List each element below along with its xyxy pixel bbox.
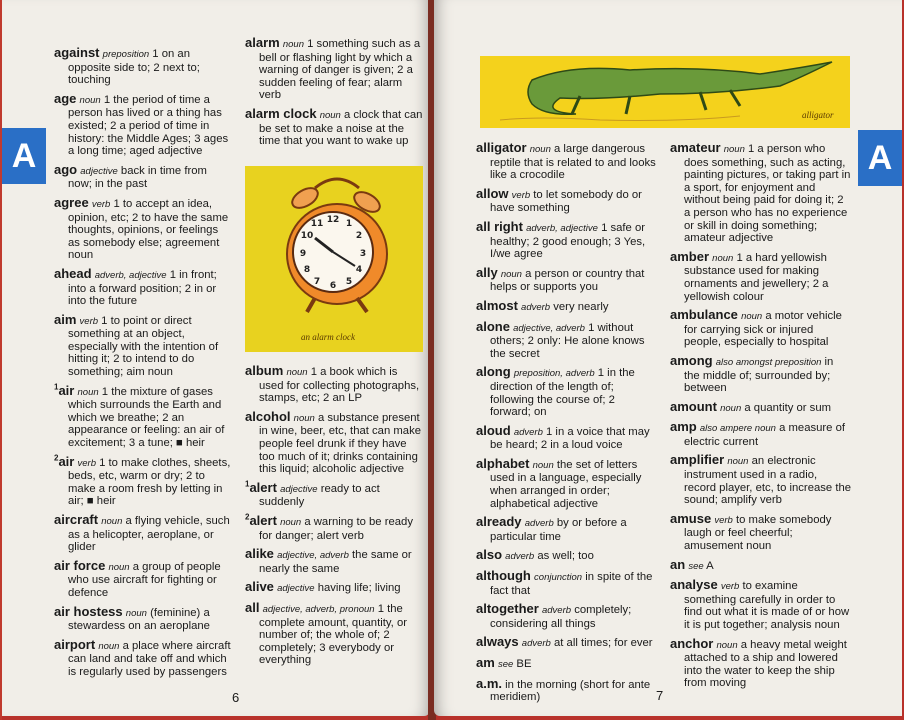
entry-definition: to examine something carefully in order to find out what it is made of or how it is put together; analysis noun (684, 580, 850, 631)
entry-definition: 1 the period of time a person has lived or a thing has existed; 2 a period of time in history: the Middle Ages; 3 ages a long time; aged adjective (68, 93, 229, 158)
entry-headword (476, 514, 522, 529)
entry-definition: 1 the complete amount, quantity, or number of; the whole of; 2 completely; 3 everybody or everything (259, 602, 407, 667)
entry-definition: (feminine) a stewardess on an aeroplane (68, 606, 210, 633)
headword-text: alone (476, 318, 510, 334)
letter-tab-right: A (858, 130, 902, 186)
entry-definition: 1 the mixture of gases which surrounds the Earth and which we breathe; 2 an appearance or feeling: an air of excitement; 3 a tune; ■ heir (68, 385, 225, 450)
entry-headword (54, 383, 74, 398)
headword-text: anchor (670, 635, 714, 651)
dictionary-entry (670, 421, 852, 448)
headword-text: ally (476, 264, 498, 280)
entry-headword (54, 312, 76, 327)
part-of-speech: noun (529, 144, 551, 155)
entry-headword (476, 298, 518, 313)
headword-text: amplifier (670, 452, 725, 468)
headword-text: air force (54, 557, 106, 573)
part-of-speech: adverb (521, 301, 551, 313)
dictionary-entry (54, 47, 232, 87)
headword-text: alphabet (476, 455, 530, 471)
headword-text: altogether (476, 601, 539, 617)
entry-headword (476, 676, 502, 691)
entry-headword (54, 512, 98, 527)
dictionary-entry (670, 398, 852, 416)
entry-definition: ready to act suddenly (259, 482, 380, 509)
entry-definition: a place where aircraft can land and take off and which is regularly used by passengers (68, 639, 231, 678)
entry-headword (54, 558, 105, 573)
part-of-speech: noun (716, 639, 738, 651)
part-of-speech: preposition, adverb (513, 368, 595, 380)
entry-headword (670, 307, 738, 322)
headword-text: alike (245, 546, 274, 562)
dictionary-entry (54, 265, 232, 308)
alligator-illustration (480, 56, 850, 128)
entry-headword (670, 353, 713, 368)
dictionary-entry (54, 194, 232, 262)
entry-headword (245, 480, 277, 495)
part-of-speech: noun (79, 94, 101, 106)
headword-text: am (476, 655, 495, 670)
entry-headword (476, 364, 511, 379)
entry-headword (476, 547, 502, 562)
headword-text: amateur (670, 140, 721, 155)
headword-text: a.m. (476, 675, 503, 691)
entry-definition: 1 safe or healthy; 2 good enough; 3 Yes, I/we agree (490, 221, 646, 261)
entry-headword (670, 577, 718, 592)
headword-text: analyse (670, 577, 718, 593)
headword-text: ahead (54, 265, 92, 281)
alarm-clock-illustration (245, 166, 423, 352)
entry-headword (476, 601, 539, 616)
part-of-speech: noun (293, 412, 315, 424)
dictionary-entry (54, 603, 232, 633)
dictionary-entry (54, 636, 232, 679)
entry-headword (670, 140, 721, 155)
entry-headword (476, 219, 523, 234)
entry-headword (54, 454, 74, 469)
dictionary-entry (476, 422, 658, 452)
dictionary-entry (670, 142, 852, 245)
entry-headword (54, 637, 95, 652)
part-of-speech: noun (532, 459, 554, 471)
headword-text: amber (670, 248, 710, 264)
left-page (2, 0, 430, 716)
entry-definition: very nearly (553, 300, 609, 313)
dictionary-entry (476, 455, 658, 510)
dictionary-entry (670, 248, 852, 303)
entry-definition: in the middle of; surrounded by; between (684, 355, 834, 395)
headword-text: ago (54, 161, 78, 177)
dictionary-entry (476, 264, 658, 294)
part-of-speech: adverb, adjective (94, 269, 167, 281)
entry-headword (245, 546, 274, 561)
dictionary-entry (54, 90, 232, 158)
column-4 (670, 142, 852, 696)
entry-definition: a large dangerous reptile that is related to and looks like a crocodile (490, 143, 656, 182)
entry-definition: 1 without others; 2 only: He alone knows the secret (490, 321, 645, 360)
entry-headword (476, 265, 498, 280)
svg-text:8: 8 (303, 265, 311, 275)
headword-text: amuse (670, 510, 712, 526)
entry-headword (245, 600, 259, 615)
entry-headword (245, 35, 280, 50)
entry-definition: a measure of electric current (684, 422, 846, 448)
homograph-number: 2 (54, 453, 59, 463)
entry-definition: 1 to accept an idea, opinion, etc; 2 to have the same thoughts, opinions, or feelings as somebody else; agreement noun (68, 197, 229, 262)
headword-text: aim (54, 311, 77, 327)
dictionary-entry (476, 297, 658, 315)
homograph-number: 2 (245, 512, 250, 522)
svg-text:7: 7 (313, 277, 321, 287)
entry-definition: a heavy metal weight attached to a ship and lowered into the water to keep the ship from moving (684, 638, 847, 690)
dictionary-entry (245, 479, 423, 509)
part-of-speech: also amongst preposition (715, 356, 822, 368)
headword-text: amp (670, 419, 697, 435)
dictionary-entry (476, 366, 658, 418)
dictionary-entry (245, 581, 423, 596)
dictionary-entry (670, 309, 852, 349)
part-of-speech: adjective (80, 165, 118, 177)
dictionary-entry (245, 37, 423, 102)
headword-text: agree (54, 194, 89, 210)
entry-definition: to let somebody do or have something (490, 188, 642, 215)
part-of-speech: noun (77, 386, 99, 398)
entry-definition: a group of people who use aircraft for fighting or defence (68, 560, 221, 599)
part-of-speech: adverb (505, 551, 535, 563)
part-of-speech: noun (282, 39, 304, 50)
entry-headword (245, 409, 291, 424)
part-of-speech: noun (280, 516, 302, 528)
page-number-left: 6 (232, 690, 240, 705)
page-number-right: 7 (656, 688, 664, 703)
part-of-speech: noun (741, 311, 763, 323)
dictionary-entry (54, 557, 232, 600)
headword-text: always (476, 634, 519, 650)
headword-text: alert (249, 479, 277, 495)
headword-text: age (54, 90, 77, 106)
dictionary-entry (245, 548, 423, 575)
headword-text: among (670, 352, 713, 368)
homograph-number: 1 (54, 382, 59, 392)
entry-headword (54, 91, 76, 106)
headword-text: along (476, 364, 511, 380)
entry-headword (54, 604, 123, 619)
part-of-speech: adjective (280, 483, 318, 495)
part-of-speech: adjective, adverb, pronoun (262, 603, 375, 615)
entry-headword (476, 186, 509, 201)
entry-definition: 1 something such as a bell or flashing light by which a warning of danger is given; 2 a sudden feeling of fear; alarm verb (259, 38, 421, 102)
dictionary-entry (54, 453, 232, 508)
part-of-speech: noun (500, 268, 522, 280)
entry-definition: back in time from now; in the past (68, 164, 207, 191)
entry-headword (476, 456, 529, 471)
entry-definition: the same or nearly the same (259, 549, 412, 575)
part-of-speech: adjective, adverb (277, 550, 349, 562)
entry-headword (245, 106, 317, 121)
part-of-speech: preposition (102, 49, 150, 60)
headword-text: although (476, 568, 531, 584)
entry-headword (670, 636, 713, 651)
entry-headword (670, 557, 685, 572)
entry-headword (54, 266, 92, 281)
part-of-speech: noun (286, 367, 308, 378)
part-of-speech: noun (108, 561, 130, 573)
part-of-speech: verb (714, 514, 733, 526)
part-of-speech: verb (720, 581, 740, 593)
letter-tab-left: A (2, 128, 46, 184)
headword-text: amount (670, 398, 717, 414)
svg-text:10: 10 (300, 231, 314, 241)
homograph-number: 1 (245, 479, 250, 489)
entry-definition: by or before a particular time (490, 517, 627, 543)
entry-definition: as well; too (537, 550, 594, 563)
entry-headword (54, 195, 89, 210)
part-of-speech: verb (511, 189, 531, 201)
dictionary-entry (670, 579, 852, 631)
dictionary-entry (476, 603, 658, 630)
part-of-speech: adverb (521, 638, 551, 650)
svg-text:12: 12 (326, 215, 340, 225)
dictionary-entry (476, 218, 658, 261)
entry-headword (670, 249, 709, 264)
part-of-speech: adverb, adjective (526, 222, 598, 234)
entry-definition: 1 a person who does something, such as acting, painting pictures, or taking part in a sport, for enjoyment and without being paid for doing it; 2 a person who has no experience or skill in doing something; amateur adjective (684, 143, 851, 245)
entry-definition: a warning to be ready for danger; alert verb (259, 515, 413, 542)
part-of-speech: see (688, 560, 704, 572)
part-of-speech: adverb (524, 518, 554, 530)
part-of-speech: noun (720, 402, 742, 414)
dictionary-entry (670, 635, 852, 690)
dictionary-entry (245, 365, 423, 405)
headword-text: alarm clock (245, 105, 317, 121)
part-of-speech: see (497, 659, 514, 670)
dictionary-entry (670, 454, 852, 506)
svg-text:6: 6 (329, 281, 337, 291)
part-of-speech: noun (98, 640, 120, 652)
entry-definition: 1 in the direction of the length of; following the course of; 2 forward; on (490, 367, 635, 419)
headword-text: air (58, 382, 75, 398)
entry-headword (245, 513, 277, 528)
entry-headword (476, 568, 531, 583)
dictionary-entry (54, 311, 232, 379)
headword-text: ambulance (670, 307, 738, 323)
clock-caption: an alarm clock (301, 332, 355, 342)
entry-headword (476, 423, 511, 438)
entry-definition: to make somebody laugh or feel cheerful; amusement noun (684, 513, 832, 553)
entry-definition: completely; considering all things (490, 604, 632, 630)
entry-definition: having life; living (317, 582, 401, 595)
svg-text:4: 4 (355, 265, 363, 275)
dictionary-entry (476, 549, 658, 564)
part-of-speech: verb (91, 198, 111, 210)
entry-headword (670, 452, 724, 467)
entry-definition: in the morning (short for ante meridiem) (490, 678, 651, 704)
entry-headword (245, 579, 274, 594)
part-of-speech: also ampere noun (699, 423, 776, 435)
dictionary-entry (54, 382, 232, 450)
alligator-caption: alligator (802, 110, 834, 120)
dictionary-entry (54, 161, 232, 191)
part-of-speech: noun (727, 456, 749, 468)
entry-definition: a quantity or sum (744, 401, 832, 414)
entry-headword (476, 140, 527, 155)
svg-text:3: 3 (359, 249, 367, 259)
entry-headword (476, 319, 510, 334)
headword-text: allow (476, 185, 509, 201)
entry-definition: 1 in a voice that may be heard; 2 in a loud voice (490, 425, 650, 452)
entry-headword (54, 45, 100, 60)
headword-text: also (476, 547, 503, 563)
entry-definition: in spite of the fact that (490, 571, 653, 597)
headword-text: an (670, 556, 686, 572)
column-1 (54, 47, 232, 685)
headword-text: aircraft (54, 512, 99, 527)
headword-text: aloud (476, 422, 511, 438)
part-of-speech: adjective, adverb (513, 322, 585, 334)
headword-text: almost (476, 297, 518, 313)
headword-text: alarm (245, 35, 280, 50)
entry-headword (670, 419, 697, 434)
dictionary-entry (476, 657, 658, 672)
dictionary-entry (670, 352, 852, 395)
part-of-speech: noun (712, 252, 734, 264)
part-of-speech: noun (723, 144, 745, 155)
entry-definition: a motor vehicle for carrying sick or injured people, especially to hospital (684, 310, 842, 349)
svg-text:5: 5 (345, 277, 353, 287)
entry-definition: 1 a book which is used for collecting photographs, stamps, etc; 2 an LP (259, 366, 420, 405)
part-of-speech: noun (125, 607, 147, 619)
part-of-speech: noun (319, 109, 341, 121)
headword-text: airport (54, 636, 96, 652)
dictionary-entry (245, 512, 423, 542)
dictionary-entry (476, 516, 658, 543)
headword-text: alive (245, 579, 274, 595)
headword-text: alert (249, 512, 277, 528)
part-of-speech: verb (79, 315, 99, 327)
entry-headword (670, 399, 717, 414)
entry-definition: 1 in front; into a forward position; 2 in or into the future (68, 268, 217, 308)
entry-definition: a flying vehicle, such as a helicopter, aeroplane, or glider (68, 515, 230, 554)
entry-definition: 1 to point or direct something at an object, especially with the intention of hitting it; 2 to intend to do something; aim noun (68, 314, 219, 379)
dictionary-entry (476, 318, 658, 361)
dictionary-entry (476, 142, 658, 182)
entry-definition: a person or country that helps or supports you (490, 267, 645, 294)
entry-definition: 1 a hard yellowish substance used for making ornaments and jewellery; 2 a yellowish colour (684, 251, 829, 303)
entry-definition: A (706, 559, 714, 572)
headword-text: alligator (476, 140, 527, 155)
headword-text: against (54, 45, 100, 60)
entry-headword (245, 363, 283, 378)
dictionary-entry (245, 599, 423, 667)
entry-headword (476, 634, 519, 649)
headword-text: already (476, 514, 522, 530)
dictionary-entry (670, 510, 852, 553)
headword-text: all (245, 599, 260, 615)
svg-text:2: 2 (355, 231, 363, 241)
svg-text:9: 9 (299, 249, 307, 259)
dictionary-entry (245, 408, 423, 476)
entry-definition: at all times; for ever (554, 637, 653, 650)
entry-definition: 1 to make clothes, sheets, beds, etc, warm or dry; 2 to make a room fresh by letting in air; ■ heir (68, 456, 231, 508)
svg-text:11: 11 (310, 219, 324, 229)
part-of-speech: verb (77, 457, 96, 469)
dictionary-entry (476, 675, 658, 704)
entry-definition: a clock that can be set to make a noise at the time that you want to wake up (259, 108, 423, 148)
entry-definition: a substance present in wine, beer, etc, that can make people feel drunk if they have too much of it; drinks containing this liquid; alcoholic adjective (259, 411, 422, 476)
column-2-top (245, 37, 423, 154)
dictionary-entry (476, 185, 658, 215)
dictionary-entry (476, 636, 658, 651)
part-of-speech: adverb (541, 605, 572, 617)
column-2-bottom (245, 365, 423, 673)
part-of-speech: adjective (277, 583, 315, 595)
svg-text:1: 1 (345, 219, 353, 229)
entry-headword (476, 655, 495, 670)
headword-text: air hostess (54, 603, 123, 619)
part-of-speech: adverb (513, 426, 543, 438)
column-3 (476, 142, 658, 710)
entry-definition: BE (516, 658, 532, 670)
dictionary-entry (670, 556, 852, 574)
entry-definition: the set of letters used in a language, especially when arranged in order; alphabetical adjective (490, 458, 642, 510)
dictionary-entry (476, 570, 658, 597)
part-of-speech: noun (101, 516, 123, 527)
headword-text: album (245, 363, 284, 378)
dictionary-entry (245, 105, 423, 148)
part-of-speech: conjunction (534, 572, 583, 584)
entry-headword (54, 162, 77, 177)
entry-headword (670, 511, 711, 526)
headword-text: alcohol (245, 408, 291, 424)
headword-text: all right (476, 218, 523, 234)
dictionary-entry (54, 514, 232, 554)
entry-definition: 1 on an opposite side to; 2 next to; touching (68, 48, 200, 87)
entry-definition: an electronic instrument used in a radio, record player, etc, to increase the sound; amplify verb (684, 455, 852, 507)
headword-text: air (58, 453, 75, 469)
